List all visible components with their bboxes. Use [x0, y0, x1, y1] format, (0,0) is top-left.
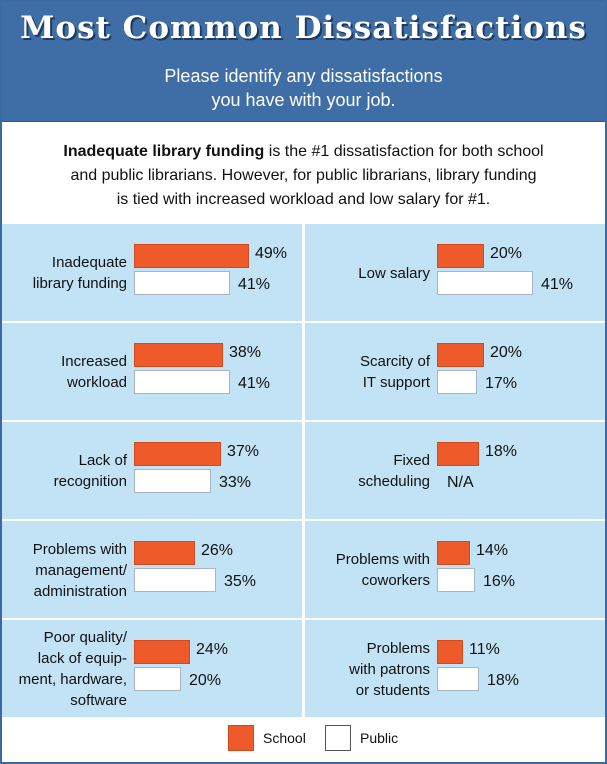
bar-public — [437, 568, 475, 592]
subtitle-line-2: you have with your job. — [211, 90, 396, 110]
value-label-public: 41% — [238, 276, 271, 293]
value-label-public: 18% — [487, 672, 520, 689]
bar-school — [437, 343, 484, 367]
bar-public — [437, 667, 479, 691]
value-label-school: 37% — [227, 443, 260, 460]
intro-line-3: is tied with increased workload and low salary for #1. — [116, 191, 491, 208]
category-label-line: Low salary — [358, 264, 430, 282]
category-label-line: workload — [66, 374, 127, 391]
category-label — [310, 525, 430, 615]
bar-public — [134, 469, 211, 493]
chart-cell — [2, 620, 302, 717]
value-label-public: N/A — [447, 474, 474, 491]
category-label-line: software — [70, 692, 127, 709]
chart-subtitle — [2, 64, 605, 112]
category-label — [7, 624, 127, 714]
chart-cell — [2, 224, 302, 321]
subtitle-line-1: Please identify any dissatisfactions — [164, 66, 443, 86]
legend — [2, 720, 605, 760]
header-banner — [2, 2, 605, 122]
bar-school — [134, 640, 190, 664]
category-label — [310, 426, 430, 516]
chart-cell — [305, 620, 605, 717]
category-label-line: ment, hardware, — [18, 671, 127, 688]
bar-public — [134, 271, 230, 295]
value-label-school: 26% — [201, 542, 234, 559]
category-label-line: coworkers — [361, 572, 430, 589]
value-label-public: 17% — [485, 375, 518, 392]
bar-school — [437, 541, 470, 565]
bar-public — [134, 667, 181, 691]
chart-cell — [305, 521, 605, 618]
category-label-line: recognition — [53, 473, 127, 490]
chart-cell — [2, 521, 302, 618]
bar-public — [134, 568, 216, 592]
legend-school-swatch — [228, 725, 254, 751]
category-label-line: Poor quality/ — [43, 629, 127, 646]
category-label — [310, 228, 430, 318]
value-label-public: 16% — [483, 573, 516, 590]
category-label-line: IT support — [362, 374, 430, 391]
category-label-line: library funding — [32, 275, 127, 292]
bar-grid — [2, 224, 605, 712]
value-label-school: 20% — [490, 245, 523, 262]
category-label-line: Problems — [366, 639, 430, 657]
category-label-line: Fixed — [393, 452, 430, 469]
intro-text — [12, 140, 595, 212]
category-label-line: Scarcity of — [359, 353, 430, 370]
category-label — [7, 228, 127, 318]
bar-public — [134, 370, 230, 394]
bar-public — [437, 370, 477, 394]
category-label-line: Problems with — [335, 551, 430, 568]
category-label-line: scheduling — [358, 473, 430, 490]
chart-cell — [2, 422, 302, 519]
chart-cell — [2, 323, 302, 420]
value-label-school: 24% — [196, 641, 229, 658]
chart-title: Most Common Dissatisfactions — [20, 10, 587, 46]
value-label-public: 41% — [541, 276, 574, 293]
bar-public — [437, 271, 533, 295]
bar-school — [134, 244, 249, 268]
chart-cell — [305, 323, 605, 420]
category-label — [7, 525, 127, 615]
legend-public-swatch — [325, 725, 351, 751]
category-label-line: or students — [355, 681, 430, 699]
legend-public-label: Public — [360, 730, 399, 746]
category-label-line: Lack of — [78, 452, 127, 469]
value-label-school: 18% — [485, 443, 518, 460]
intro-line-2: and public librarians. However, for public librarians, library funding — [70, 167, 537, 184]
intro-line-1: is the #1 dissatisfaction for both school — [264, 143, 544, 160]
value-label-school: 14% — [476, 542, 509, 559]
category-label — [310, 327, 430, 417]
bar-school — [437, 244, 484, 268]
bar-school — [437, 640, 463, 664]
category-label-line: lack of equip- — [37, 650, 127, 667]
value-label-public: 41% — [238, 375, 271, 392]
value-label-school: 11% — [469, 641, 500, 658]
bar-school — [134, 343, 223, 367]
value-label-school: 38% — [229, 344, 262, 361]
category-label — [7, 426, 127, 516]
category-label-line: Problems with — [32, 540, 127, 558]
value-label-public: 20% — [189, 672, 222, 689]
value-label-public: 33% — [219, 474, 252, 491]
category-label — [7, 327, 127, 417]
bar-school — [134, 541, 195, 565]
category-label-line: Increased — [61, 353, 127, 370]
category-label-line: management/ — [35, 561, 127, 579]
chart-cell — [305, 422, 605, 519]
bar-school — [437, 442, 479, 466]
category-label-line: Inadequate — [51, 254, 127, 271]
chart-cell — [305, 224, 605, 321]
value-label-school: 20% — [490, 344, 523, 361]
legend-school-label: School — [263, 730, 306, 746]
intro-bold: Inadequate library funding — [63, 143, 265, 160]
category-label-line: administration — [33, 582, 127, 600]
bar-school — [134, 442, 221, 466]
category-label — [310, 624, 430, 714]
value-label-school: 49% — [255, 245, 288, 262]
value-label-public: 35% — [224, 573, 257, 590]
category-label-line: with patrons — [349, 660, 430, 678]
